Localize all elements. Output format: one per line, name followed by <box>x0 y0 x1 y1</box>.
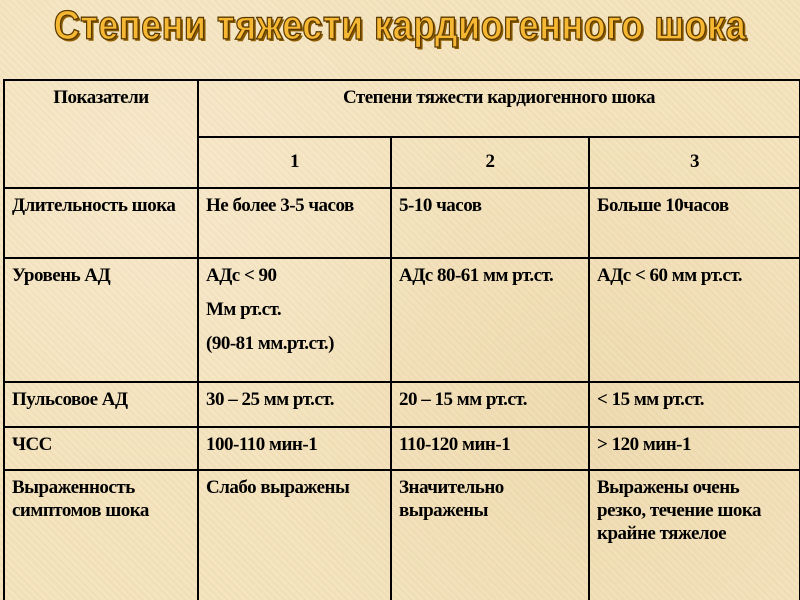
table-cell <box>198 258 391 382</box>
degree-2: 2 <box>391 137 589 188</box>
table-cell: АДс 80-61 мм рт.ст. <box>391 258 589 382</box>
row-label: Пульсовое АД <box>4 382 198 427</box>
severity-table <box>3 79 800 600</box>
table-cell: > 120 мин-1 <box>589 427 800 470</box>
table-cell: < 15 мм рт.ст. <box>589 382 800 427</box>
cell-line: АДс < 90 <box>206 265 277 286</box>
table-cell: АДс < 60 мм рт.ст. <box>589 258 800 382</box>
row-label: Выраженность симптомов шока <box>4 470 198 600</box>
table-row <box>4 258 800 382</box>
table-row <box>4 188 800 258</box>
table-cell: 20 – 15 мм рт.ст. <box>391 382 589 427</box>
table-cell: Значительно выражены <box>391 470 589 600</box>
degree-1: 1 <box>198 137 391 188</box>
slide-title: Степени тяжести кардиогенного шока <box>53 2 747 48</box>
table-row <box>4 427 800 470</box>
table-cell: 110-120 мин-1 <box>391 427 589 470</box>
table-cell: Не более 3-5 часов <box>198 188 391 258</box>
table-cell: Выражены очень резко, течение шока крайне тяжелое <box>589 470 800 600</box>
table-row <box>4 470 800 600</box>
header-degrees: Степени тяжести кардиогенного шока <box>198 80 800 137</box>
table-header-row <box>4 80 800 137</box>
row-label: Длительность шока <box>4 188 198 258</box>
degree-3: 3 <box>589 137 800 188</box>
table-cell: 100-110 мин-1 <box>198 427 391 470</box>
cell-line: (90-81 мм.рт.ст.) <box>206 332 334 354</box>
table-cell: 30 – 25 мм рт.ст. <box>198 382 391 427</box>
row-label: Уровень АД <box>4 258 198 382</box>
table-cell: Больше 10часов <box>589 188 800 258</box>
table-cell: 5-10 часов <box>391 188 589 258</box>
cell-line: Мм рт.ст. <box>206 298 282 320</box>
row-label: ЧСС <box>4 427 198 470</box>
table-row <box>4 382 800 427</box>
header-indicators: Показатели <box>4 80 198 188</box>
table-cell: Слабо выражены <box>198 470 391 600</box>
